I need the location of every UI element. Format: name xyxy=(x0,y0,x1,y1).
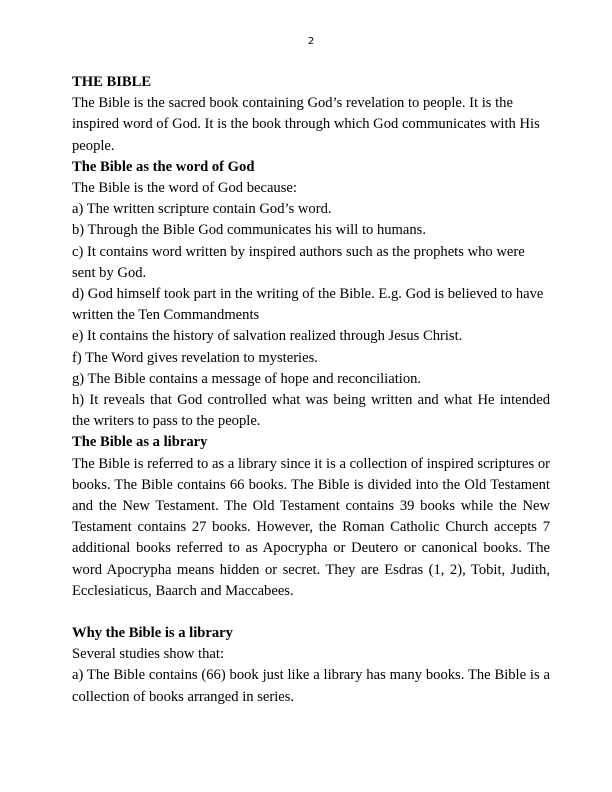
page-number: 2 xyxy=(307,36,315,47)
section-title-word-of-god: The Bible as the word of God xyxy=(72,158,255,175)
word-of-god-item-a: a) The written scripture contain God’s word. xyxy=(72,201,332,218)
bible-intro-paragraph: The Bible is the sacred book containing God’s revelation to people. It is the inspired word of God. It is the book through which God communicates with His people. xyxy=(72,95,540,154)
word-of-god-item-d: d) God himself took part in the writing of the Bible. E.g. God is believed to have written the Ten Commandments xyxy=(72,286,544,324)
library-paragraph: The Bible is referred to as a library since it is a collection of inspired scriptures or books. The Bible contains 66 books. The Bible is divided into the Old Testament and the New Testament. The Old Testament contains 39 books while the New Testament contains 27 books. However, the Roman Catholic Church accepts 7 additional books referred to as Apocrypha or Deutero or canonical books. The word Apocrypha means hidden or secret. They are Esdras (1, 2), Tobit, Judith, Ecclesiaticus, Baarch and Maccabees. xyxy=(72,455,550,599)
section-title-why-library: Why the Bible is a library xyxy=(72,625,233,642)
section-title-library: The Bible as a library xyxy=(72,434,208,451)
page-content xyxy=(72,72,550,708)
word-of-god-item-g: g) The Bible contains a message of hope and reconciliation. xyxy=(72,370,422,387)
word-of-god-item-c: c) It contains word written by inspired authors such as the prophets who were sent by God. xyxy=(72,243,525,281)
paragraph-spacer xyxy=(72,602,550,623)
why-library-lead: Several studies show that: xyxy=(72,646,224,663)
why-library-item-a: a) The Bible contains (66) book just like a library has many books. The Bible is a collection of books arranged in series. xyxy=(72,667,550,705)
word-of-god-item-h: h) It reveals that God controlled what was being written and what He intended the writers to pass to the people. xyxy=(72,392,550,430)
section-title-the-bible: THE BIBLE xyxy=(72,74,152,90)
word-of-god-lead: The Bible is the word of God because: xyxy=(72,180,297,197)
word-of-god-item-b: b) Through the Bible God communicates his will to humans. xyxy=(72,222,426,239)
word-of-god-item-f: f) The Word gives revelation to mysteries. xyxy=(72,349,318,366)
word-of-god-item-e: e) It contains the history of salvation realized through Jesus Christ. xyxy=(72,328,463,345)
